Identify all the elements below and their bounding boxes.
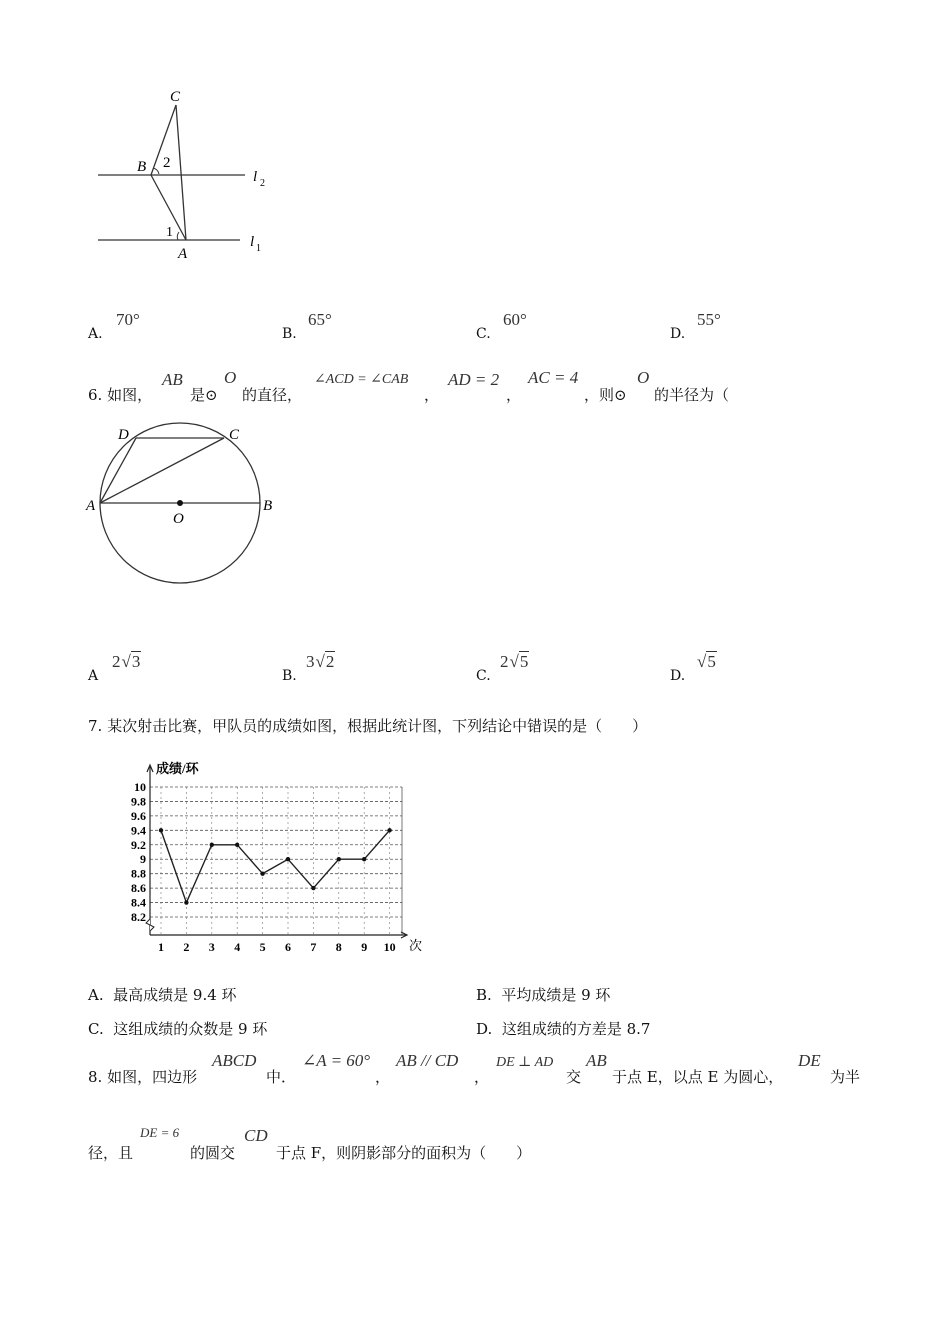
q6-option-a-coef: 2 xyxy=(112,652,121,671)
q6-option-c-letter: C. xyxy=(476,668,491,684)
q5-option-c-letter: C. xyxy=(476,326,491,342)
q7-option-c-letter: C. xyxy=(88,1020,104,1038)
q5-option-b-letter: B. xyxy=(282,326,297,342)
y-tick-label: 8.8 xyxy=(131,866,146,881)
q8-line1-e: 为半 xyxy=(830,1068,861,1086)
q8-line2-b: 的圆交 xyxy=(190,1144,236,1162)
radical-sign-d: √ xyxy=(697,652,707,671)
q8-line2-c: 于点 F，则阴影部分的面积为（ ） xyxy=(276,1144,532,1162)
x-tick-label: 5 xyxy=(259,940,266,954)
label-l1: l xyxy=(250,234,255,250)
series-line xyxy=(161,830,390,902)
q7-option-d-letter: D. xyxy=(476,1020,493,1038)
q7-question: 7. 某次射击比赛，甲队员的成绩如图，根据此统计图，下列结论中错误的是（ ） xyxy=(88,717,648,735)
radical-sign-b: √ xyxy=(315,652,325,671)
q5-option-d-letter: D. xyxy=(670,326,686,342)
q6-option-b-coef: 3 xyxy=(306,652,315,671)
q8-line1-c: 交 xyxy=(566,1068,582,1086)
q8-cond-3: DE ⊥ AD xyxy=(496,1055,554,1070)
center-dot xyxy=(177,500,183,506)
q8-ab: AB xyxy=(586,1051,607,1070)
q8-cd: CD xyxy=(244,1126,268,1145)
q5-option-a-value: 70° xyxy=(116,310,140,329)
q7-option-d-text: 这组成绩的方差是 8.7 xyxy=(501,1020,651,1038)
q6-text-4: 的半径为（ xyxy=(654,386,730,404)
angle-2-arc xyxy=(153,168,159,174)
chart-x-axis-label: 次 xyxy=(409,938,423,953)
x-tick-label: 3 xyxy=(208,940,215,954)
label-a: A xyxy=(178,246,188,262)
q5-option-d-value: 55° xyxy=(697,310,721,329)
angle-1-arc xyxy=(177,232,179,240)
q6-option-a-value xyxy=(112,652,141,672)
q7-option-b-letter: B. xyxy=(476,986,492,1004)
label-angle-1: 1 xyxy=(166,225,173,240)
q7-option-a-letter: A. xyxy=(88,986,104,1004)
q6-cond-3: AC = 4 xyxy=(528,368,579,387)
q6-option-b-value xyxy=(306,652,335,672)
radical-sign-c: √ xyxy=(509,652,519,671)
q7-option-a-text: 最高成绩是 9.4 环 xyxy=(113,986,237,1004)
q6-ab: AB xyxy=(162,370,183,389)
data-point xyxy=(260,871,264,875)
chart-x-ticks xyxy=(158,940,396,954)
q6-text-1: 是⊙ xyxy=(190,386,218,404)
q6-number: 6. 如图， xyxy=(88,386,153,404)
q8-de: DE xyxy=(798,1051,821,1070)
y-tick-label: 8.6 xyxy=(131,881,146,896)
label-b: B xyxy=(137,159,147,175)
y-tick-label: 9.2 xyxy=(131,837,146,852)
q6-comma-2: ， xyxy=(506,386,522,404)
q6-text-2: 的直径， xyxy=(242,386,303,404)
q6-comma-1: ， xyxy=(424,386,440,404)
label-b: B xyxy=(263,498,273,514)
q6-option-d-value xyxy=(696,652,717,672)
q6-option-d-letter: D. xyxy=(670,668,686,684)
chart-series xyxy=(159,828,392,905)
radical-sign-a: √ xyxy=(121,652,131,671)
data-point xyxy=(184,900,188,904)
chart-y-ticks xyxy=(131,780,146,924)
q6-cond-1: ∠ACD = ∠CAB xyxy=(314,372,409,387)
y-tick-label: 10 xyxy=(134,780,146,794)
q8-comma-2: ， xyxy=(474,1068,490,1086)
label-l1-sub: 1 xyxy=(256,243,261,254)
q5-option-a-letter: A. xyxy=(88,326,103,342)
x-tick-label: 6 xyxy=(285,940,291,954)
q6-o1: O xyxy=(224,368,237,387)
x-tick-label: 7 xyxy=(310,940,317,954)
q5-figure xyxy=(80,80,300,270)
q8-line1-d: 于点 E，以点 E 为圆心， xyxy=(612,1068,784,1086)
q6-option-c-coef: 2 xyxy=(500,652,509,671)
data-point xyxy=(159,828,163,832)
chart-axes xyxy=(146,765,407,938)
q7-option-d xyxy=(476,1018,650,1039)
q6-option-c-value xyxy=(500,652,529,672)
q7-option-a xyxy=(88,984,237,1005)
label-o: O xyxy=(173,511,184,527)
q7-option-c xyxy=(88,1018,267,1039)
q6-o2: O xyxy=(637,368,650,387)
y-tick-label: 9.4 xyxy=(131,823,146,838)
chart-y-axis-label: 成绩/环 xyxy=(156,761,199,776)
q6-option-d-radicand: 5 xyxy=(707,652,716,671)
x-tick-label: 4 xyxy=(234,940,241,954)
y-tick-label: 8.2 xyxy=(131,910,146,924)
y-tick-label: 9.6 xyxy=(131,808,146,823)
label-angle-2: 2 xyxy=(163,155,171,171)
label-c: C xyxy=(170,89,181,105)
q6-option-b-letter: B. xyxy=(282,668,297,684)
label-c: C xyxy=(229,427,240,443)
label-l2-sub: 2 xyxy=(260,178,265,189)
q7-option-c-text: 这组成绩的众数是 9 环 xyxy=(113,1020,268,1038)
q6-cond-2: AD = 2 xyxy=(448,370,500,389)
q6-option-c-radicand: 5 xyxy=(519,652,529,671)
q6-option-b-radicand: 2 xyxy=(325,652,335,671)
label-d: D xyxy=(118,427,129,443)
q8-cond-1: ∠A = 60° xyxy=(302,1051,371,1070)
q7-option-b xyxy=(476,984,610,1005)
x-tick-label: 10 xyxy=(383,940,396,954)
data-point xyxy=(362,857,366,861)
q8-line1-a: 8. 如图，四边形 xyxy=(88,1068,198,1086)
q6-option-a-letter: A xyxy=(88,668,99,684)
q5-option-b-value: 65° xyxy=(308,310,332,329)
q6-option-a-radicand: 3 xyxy=(131,652,141,671)
x-tick-label: 9 xyxy=(361,940,368,954)
x-tick-label: 1 xyxy=(158,940,164,954)
y-tick-label: 9.8 xyxy=(131,794,146,809)
q8-abcd: ABCD xyxy=(212,1051,257,1070)
q8-line1-b: 中． xyxy=(266,1068,297,1086)
q8-comma-1: ， xyxy=(375,1068,391,1086)
q6-figure xyxy=(80,420,290,590)
data-point xyxy=(210,843,214,847)
q7-option-b-text: 平均成绩是 9 环 xyxy=(501,986,611,1004)
x-tick-label: 2 xyxy=(183,940,190,954)
data-point xyxy=(337,857,341,861)
q8-cond-2: AB // CD xyxy=(396,1051,459,1070)
y-tick-label: 9 xyxy=(140,852,146,867)
segment-ca xyxy=(176,105,186,240)
q7-chart xyxy=(110,755,440,965)
x-tick-label: 8 xyxy=(335,940,342,954)
q8-cond-4: DE = 6 xyxy=(140,1125,180,1140)
label-a: A xyxy=(86,498,96,514)
q8-line2-a: 径，且 xyxy=(88,1144,134,1162)
y-tick-label: 8.4 xyxy=(131,895,146,910)
q6-text-3: ，则⊙ xyxy=(584,386,627,404)
axis-break xyxy=(146,919,154,931)
data-point xyxy=(387,828,391,832)
label-l2: l xyxy=(253,169,258,185)
data-point xyxy=(286,857,290,861)
data-point xyxy=(235,843,239,847)
q5-option-c-value: 60° xyxy=(503,310,527,329)
data-point xyxy=(311,886,315,890)
